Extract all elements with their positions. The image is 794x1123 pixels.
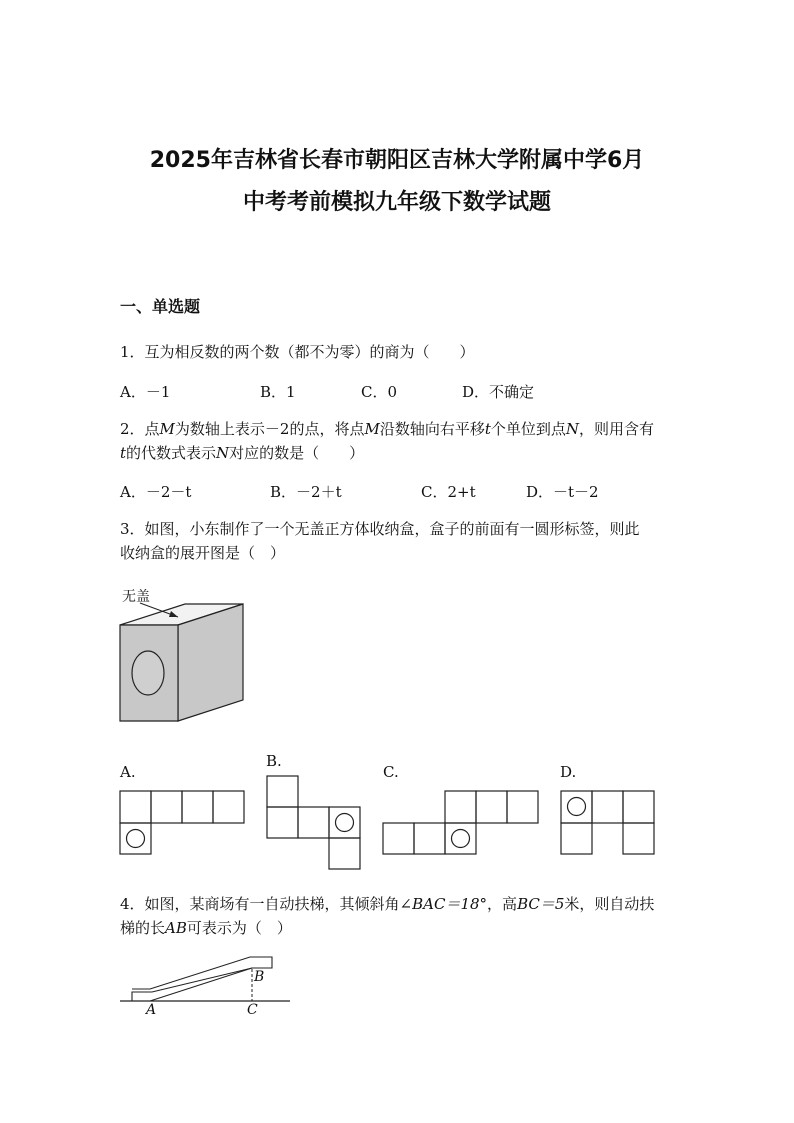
question-4-line1 xyxy=(120,893,654,914)
q1-option-b[interactable]: B．1 xyxy=(260,383,296,401)
escalator-figure xyxy=(120,955,292,1005)
q3-option-b-label[interactable]: B. xyxy=(266,752,282,770)
question-3-line1: 3．如图，小东制作了一个无盖正方体收纳盒，盒子的前面有一圆形标签，则此 xyxy=(120,520,640,538)
q2-text-part: 2．点 xyxy=(120,420,160,438)
box-label: 无盖 xyxy=(122,589,150,605)
open-box-figure xyxy=(110,595,260,730)
q2-var-n: N xyxy=(216,444,230,462)
q1-option-a[interactable]: A．－1 xyxy=(120,383,171,401)
question-1-text: 1．互为相反数的两个数（都不为零）的商为（ ） xyxy=(120,343,475,361)
point-label-b: B xyxy=(254,969,265,985)
page-title-line1: 2025年吉林省长春市朝阳区吉林大学附属中学6月 xyxy=(149,148,645,173)
q2-var-m: M xyxy=(364,420,380,438)
q2-text-part: 为数轴上表示－2的点，将点 xyxy=(174,420,365,438)
q2-option-a[interactable]: A．－2－t xyxy=(120,483,192,501)
question-2-line1 xyxy=(120,418,654,439)
q2-var-n: N xyxy=(565,420,579,438)
q1-option-d[interactable]: D．不确定 xyxy=(462,383,535,401)
q2-var-t: t xyxy=(484,420,491,438)
q1-option-c[interactable]: C．0 xyxy=(361,383,398,401)
q2-var-m: M xyxy=(159,420,175,438)
q2-text-part: 沿数轴向右平移 xyxy=(379,420,485,438)
q2-option-b[interactable]: B．－2＋t xyxy=(270,483,342,501)
point-label-c: C xyxy=(247,1002,258,1018)
q4-text-part: ，高 xyxy=(487,895,518,913)
q4-text-part: 可表示为（ ） xyxy=(186,919,292,937)
q4-text-part: 4．如图，某商场有一自动扶梯，其倾斜角 xyxy=(120,895,400,913)
question-2-line2 xyxy=(120,442,364,463)
q3-option-d-label[interactable]: D. xyxy=(560,763,577,781)
q2-text-part: 对应的数是（ ） xyxy=(229,444,365,462)
question-4-line2 xyxy=(120,917,292,938)
q3-option-c-label[interactable]: C. xyxy=(383,763,399,781)
q2-var-t: t xyxy=(120,444,127,462)
q2-option-d[interactable]: D．－t－2 xyxy=(526,483,599,501)
page-title-line2: 中考考前模拟九年级下数学试题 xyxy=(242,190,551,215)
q4-height-expr: BC＝5 xyxy=(517,895,565,913)
q2-text-part: 的代数式表示 xyxy=(126,444,217,462)
q3-net-c[interactable] xyxy=(382,790,539,856)
q4-text-part: 梯的长 xyxy=(120,919,166,937)
q4-var-ab: AB xyxy=(165,919,187,937)
q3-net-b[interactable] xyxy=(266,775,362,871)
q3-net-a[interactable] xyxy=(119,790,246,856)
q4-angle-expr: ∠BAC＝18° xyxy=(399,895,488,913)
q3-net-d[interactable] xyxy=(560,790,657,856)
section-heading: 一、单选题 xyxy=(120,297,201,316)
q2-text-part: 个单位到点 xyxy=(490,420,566,438)
q4-text-part: 米，则自动扶 xyxy=(564,895,655,913)
q3-option-a-label[interactable]: A. xyxy=(120,763,136,781)
q2-option-c[interactable]: C．2+t xyxy=(421,483,476,501)
question-3-line2: 收纳盒的展开图是（ ） xyxy=(120,544,286,562)
point-label-a: A xyxy=(146,1002,157,1018)
q2-text-part: ，则用含有 xyxy=(579,420,655,438)
